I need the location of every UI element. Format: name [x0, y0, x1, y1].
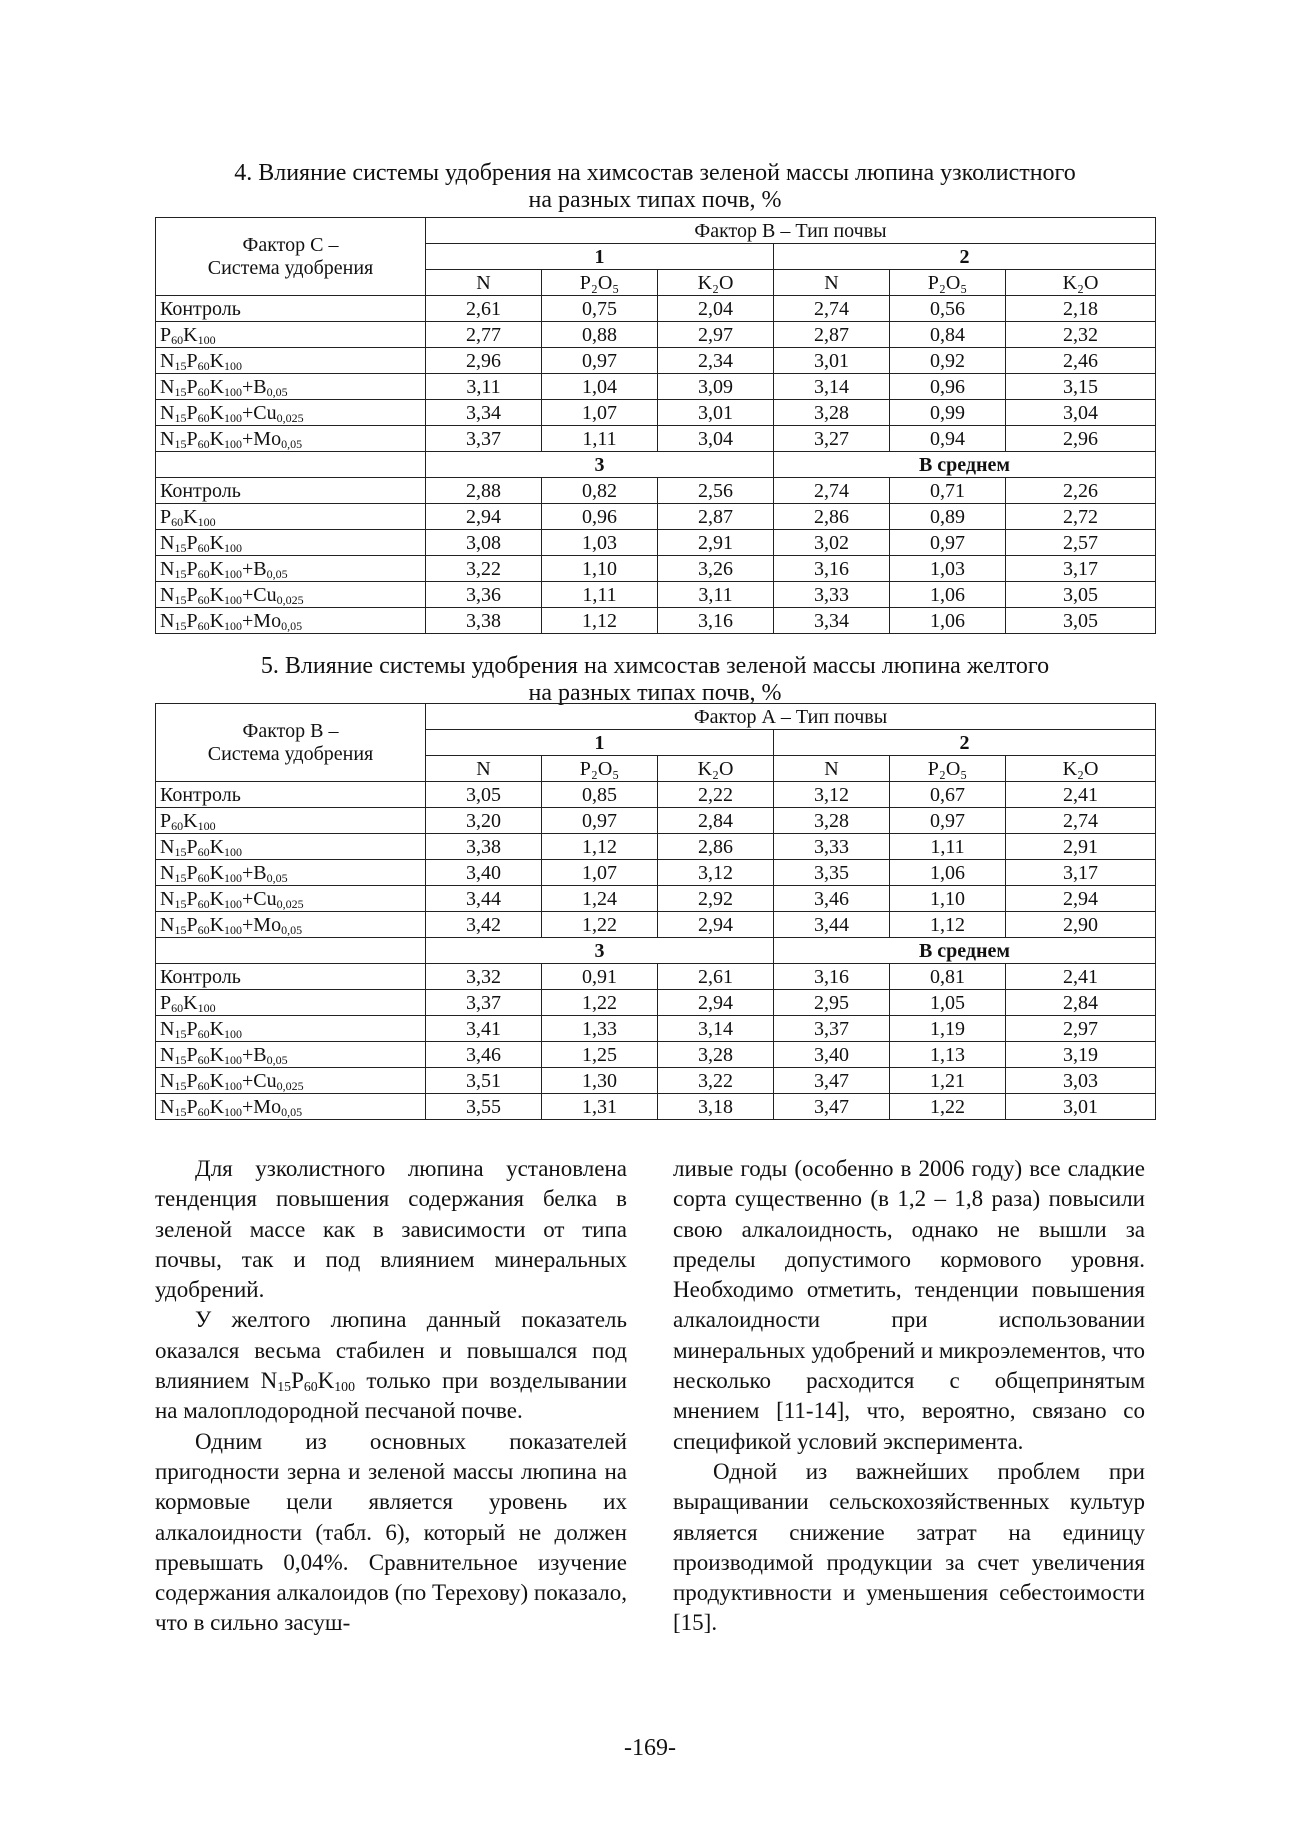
value-cell: 3,27 — [774, 426, 890, 452]
table-row — [156, 348, 1156, 374]
value-cell: 2,57 — [1006, 530, 1156, 556]
value-cell: 2,77 — [426, 322, 542, 348]
value-cell: 0,81 — [890, 964, 1006, 990]
row-label: $N_{15}P_{60}K_{100}+Cu_{0,025}$ — [156, 582, 426, 608]
row-label: $N_{15}P_{60}K_{100}$ — [156, 530, 426, 556]
value-cell: 2,84 — [1006, 990, 1156, 1016]
value-cell: 3,37 — [774, 1016, 890, 1042]
value-cell: 3,17 — [1006, 860, 1156, 886]
table-row — [156, 1094, 1156, 1120]
group-header: 3 — [426, 452, 774, 478]
value-cell: 2,96 — [426, 348, 542, 374]
table4-caption-line1: 4. Влияние системы удобрения на химсостав зеленой массы люпина узколистного — [234, 160, 1076, 186]
table-row — [156, 964, 1156, 990]
value-cell: 3,37 — [426, 990, 542, 1016]
column-header: K₂O — [1006, 756, 1156, 782]
value-cell: 1,07 — [542, 860, 658, 886]
value-cell: 0,56 — [890, 296, 1006, 322]
value-cell: 1,11 — [542, 426, 658, 452]
value-cell: 3,15 — [1006, 374, 1156, 400]
value-cell: 0,84 — [890, 322, 1006, 348]
column-header: N — [426, 756, 542, 782]
paragraph-3-continued: ливые годы (особенно в 2006 году) все сладкие сорта существенно (в 1,2 – 1,8 раза) повысили свою алкалоидность, однако не вышли за пределы допустимого кормового уровня. Необходимо отметить, тенденции повышения алкалоидности при использовании минеральных удобрений и микроэлементов, что несколько расходится с общепринятым мнением [11-14], что, вероятно, связано со спецификой условий эксперимента. — [673, 1156, 1145, 1454]
value-cell: 1,06 — [890, 582, 1006, 608]
value-cell: 3,26 — [658, 556, 774, 582]
table-row — [156, 322, 1156, 348]
value-cell: 3,35 — [774, 860, 890, 886]
empty-cell — [156, 938, 426, 964]
table4 — [155, 217, 1156, 634]
value-cell: 3,14 — [774, 374, 890, 400]
table5-caption-line1: 5. Влияние системы удобрения на химсостав зеленой массы люпина желтого — [260, 653, 1050, 679]
value-cell: 0,97 — [542, 348, 658, 374]
column-header: N — [774, 270, 890, 296]
value-cell: 3,33 — [774, 834, 890, 860]
row-label: $N_{15}P_{60}K_{100}+Cu_{0,025}$ — [156, 400, 426, 426]
value-cell: 0,97 — [542, 808, 658, 834]
value-cell: 1,12 — [542, 608, 658, 634]
value-cell: 3,38 — [426, 608, 542, 634]
value-cell: 2,96 — [1006, 426, 1156, 452]
table-row — [156, 912, 1156, 938]
value-cell: 3,47 — [774, 1068, 890, 1094]
value-cell: 0,82 — [542, 478, 658, 504]
value-cell: 2,84 — [658, 808, 774, 834]
header-row — [156, 704, 1156, 730]
value-cell: 1,10 — [542, 556, 658, 582]
value-cell: 3,41 — [426, 1016, 542, 1042]
value-cell: 3,33 — [774, 582, 890, 608]
table-row — [156, 504, 1156, 530]
value-cell: 3,46 — [426, 1042, 542, 1068]
column-header: P₂O₅ — [542, 270, 658, 296]
row-label: $N_{15}P_{60}K_{100}+Mo_{0,05}$ — [156, 608, 426, 634]
value-cell: 0,71 — [890, 478, 1006, 504]
row-label: $P_{60}K_{100}$ — [156, 322, 426, 348]
group-header: 2 — [774, 730, 1156, 756]
value-cell: 3,12 — [658, 860, 774, 886]
table4-caption — [150, 160, 1160, 214]
value-cell: 2,74 — [774, 296, 890, 322]
value-cell: 3,40 — [426, 860, 542, 886]
value-cell: 1,30 — [542, 1068, 658, 1094]
group-header: В среднем — [774, 938, 1156, 964]
value-cell: 1,22 — [890, 1094, 1006, 1120]
paragraph-1: Для узколистного люпина установлена тенденция повышения содержания белка в зеленой массе как в зависимости от типа почвы, так и под влиянием минеральных удобрений. — [155, 1156, 627, 1303]
header-row — [156, 218, 1156, 244]
value-cell: 3,28 — [774, 808, 890, 834]
value-cell: 3,51 — [426, 1068, 542, 1094]
value-cell: 0,92 — [890, 348, 1006, 374]
value-cell: 2,92 — [658, 886, 774, 912]
column-header: P₂O₅ — [890, 756, 1006, 782]
value-cell: 3,19 — [1006, 1042, 1156, 1068]
column-header: K₂O — [1006, 270, 1156, 296]
value-cell: 3,20 — [426, 808, 542, 834]
row-label: $P_{60}K_{100}$ — [156, 504, 426, 530]
value-cell: 0,91 — [542, 964, 658, 990]
row-label: $N_{15}P_{60}K_{100}+B_{0,05}$ — [156, 556, 426, 582]
value-cell: 1,19 — [890, 1016, 1006, 1042]
row-label: Контроль — [156, 296, 426, 322]
value-cell: 3,32 — [426, 964, 542, 990]
paragraph-4: Одной из важнейших проблем при выращивании сельскохозяйственных культур является снижение затрат на единицу производимой продукции за счет увеличения продуктивности и уменьшения себестоимости [15]. — [673, 1458, 1145, 1636]
value-cell: 3,02 — [774, 530, 890, 556]
value-cell: 3,01 — [1006, 1094, 1156, 1120]
value-cell: 2,86 — [658, 834, 774, 860]
paragraph-3: Одним из основных показателей пригодности зерна и зеленой массы люпина на кормовые цели является уровень их алкалоидности (табл. 6), который не должен превышать 0,04%. Сравнительное изучение содержания алкалоидов (по Терехову) показало, что в сильно засуш- — [155, 1428, 627, 1636]
table-row — [156, 426, 1156, 452]
header-row — [156, 452, 1156, 478]
table5-caption — [150, 653, 1160, 707]
value-cell: 3,01 — [774, 348, 890, 374]
row-label: $N_{15}P_{60}K_{100}+B_{0,05}$ — [156, 1042, 426, 1068]
value-cell: 2,94 — [426, 504, 542, 530]
value-cell: 2,46 — [1006, 348, 1156, 374]
column-header: K₂O — [658, 270, 774, 296]
table-row — [156, 582, 1156, 608]
value-cell: 3,16 — [658, 608, 774, 634]
table-row — [156, 886, 1156, 912]
value-cell: 3,11 — [426, 374, 542, 400]
value-cell: 1,25 — [542, 1042, 658, 1068]
value-cell: 3,09 — [658, 374, 774, 400]
value-cell: 2,86 — [774, 504, 890, 530]
row-factor-header: Фактор В – Система удобрения — [156, 704, 426, 782]
value-cell: 2,91 — [658, 530, 774, 556]
value-cell: 3,01 — [658, 400, 774, 426]
text-column-left — [155, 1154, 627, 1639]
value-cell: 2,90 — [1006, 912, 1156, 938]
value-cell: 1,11 — [890, 834, 1006, 860]
table-row — [156, 296, 1156, 322]
value-cell: 2,94 — [658, 912, 774, 938]
value-cell: 3,55 — [426, 1094, 542, 1120]
row-label: $P_{60}K_{100}$ — [156, 808, 426, 834]
value-cell: 3,34 — [426, 400, 542, 426]
value-cell: 1,13 — [890, 1042, 1006, 1068]
value-cell: 3,05 — [1006, 608, 1156, 634]
value-cell: 3,40 — [774, 1042, 890, 1068]
row-label: $N_{15}P_{60}K_{100}+Cu_{0,025}$ — [156, 1068, 426, 1094]
value-cell: 2,74 — [774, 478, 890, 504]
column-header: P₂O₅ — [890, 270, 1006, 296]
row-label: $N_{15}P_{60}K_{100}+B_{0,05}$ — [156, 374, 426, 400]
table-row — [156, 1068, 1156, 1094]
value-cell: 2,34 — [658, 348, 774, 374]
row-label: $N_{15}P_{60}K_{100}$ — [156, 1016, 426, 1042]
value-cell: 2,95 — [774, 990, 890, 1016]
value-cell: 3,34 — [774, 608, 890, 634]
column-factor-header: Фактор В – Тип почвы — [426, 218, 1156, 244]
value-cell: 3,22 — [426, 556, 542, 582]
value-cell: 3,46 — [774, 886, 890, 912]
value-cell: 3,38 — [426, 834, 542, 860]
table-row — [156, 834, 1156, 860]
column-header: N — [774, 756, 890, 782]
value-cell: 3,36 — [426, 582, 542, 608]
group-header: 2 — [774, 244, 1156, 270]
value-cell: 1,11 — [542, 582, 658, 608]
table-row — [156, 530, 1156, 556]
paragraph-2: У желтого люпина данный показатель оказался весьма стабилен и повышался под влиянием $N_{15}P_{60}K_{100}$ только при возделывании на малоплодородной песчаной почве. — [155, 1307, 627, 1424]
column-factor-header: Фактор А – Тип почвы — [426, 704, 1156, 730]
row-label: $N_{15}P_{60}K_{100}$ — [156, 834, 426, 860]
value-cell: 2,87 — [658, 504, 774, 530]
table-row — [156, 1016, 1156, 1042]
value-cell: 2,94 — [658, 990, 774, 1016]
table4-caption-line2: на разных типах почв, % — [528, 187, 782, 213]
value-cell: 0,85 — [542, 782, 658, 808]
value-cell: 3,22 — [658, 1068, 774, 1094]
value-cell: 3,28 — [774, 400, 890, 426]
value-cell: 3,16 — [774, 556, 890, 582]
value-cell: 3,16 — [774, 964, 890, 990]
table-row — [156, 556, 1156, 582]
value-cell: 2,41 — [1006, 964, 1156, 990]
value-cell: 3,11 — [658, 582, 774, 608]
value-cell: 3,28 — [658, 1042, 774, 1068]
value-cell: 2,22 — [658, 782, 774, 808]
value-cell: 1,06 — [890, 608, 1006, 634]
table-row — [156, 860, 1156, 886]
value-cell: 0,88 — [542, 322, 658, 348]
column-header: N — [426, 270, 542, 296]
value-cell: 3,08 — [426, 530, 542, 556]
value-cell: 0,97 — [890, 530, 1006, 556]
group-header: 3 — [426, 938, 774, 964]
row-factor-header: Фактор С – Система удобрения — [156, 218, 426, 296]
table5 — [155, 703, 1156, 1120]
value-cell: 2,56 — [658, 478, 774, 504]
row-label: $N_{15}P_{60}K_{100}$ — [156, 348, 426, 374]
value-cell: 2,72 — [1006, 504, 1156, 530]
value-cell: 3,17 — [1006, 556, 1156, 582]
table-row — [156, 374, 1156, 400]
table-row — [156, 400, 1156, 426]
value-cell: 2,04 — [658, 296, 774, 322]
value-cell: 0,75 — [542, 296, 658, 322]
value-cell: 3,14 — [658, 1016, 774, 1042]
value-cell: 3,37 — [426, 426, 542, 452]
row-label: Контроль — [156, 782, 426, 808]
value-cell: 1,21 — [890, 1068, 1006, 1094]
row-label: $N_{15}P_{60}K_{100}+Mo_{0,05}$ — [156, 1094, 426, 1120]
table-row — [156, 782, 1156, 808]
text-column-right — [673, 1154, 1145, 1639]
value-cell: 1,33 — [542, 1016, 658, 1042]
empty-cell — [156, 452, 426, 478]
table-row — [156, 1042, 1156, 1068]
value-cell: 0,96 — [542, 504, 658, 530]
value-cell: 2,94 — [1006, 886, 1156, 912]
value-cell: 1,04 — [542, 374, 658, 400]
value-cell: 2,97 — [658, 322, 774, 348]
value-cell: 1,05 — [890, 990, 1006, 1016]
table5-caption-line2: на разных типах почв, % — [528, 680, 782, 706]
value-cell: 1,03 — [542, 530, 658, 556]
value-cell: 3,04 — [658, 426, 774, 452]
value-cell: 2,87 — [774, 322, 890, 348]
value-cell: 2,88 — [426, 478, 542, 504]
value-cell: 3,44 — [774, 912, 890, 938]
column-header: K₂O — [658, 756, 774, 782]
value-cell: 3,47 — [774, 1094, 890, 1120]
row-label: Контроль — [156, 478, 426, 504]
value-cell: 0,97 — [890, 808, 1006, 834]
value-cell: 3,05 — [426, 782, 542, 808]
value-cell: 0,96 — [890, 374, 1006, 400]
value-cell: 2,32 — [1006, 322, 1156, 348]
value-cell: 1,24 — [542, 886, 658, 912]
column-header: P₂O₅ — [542, 756, 658, 782]
group-header: 1 — [426, 730, 774, 756]
row-label: Контроль — [156, 964, 426, 990]
value-cell: 0,89 — [890, 504, 1006, 530]
value-cell: 0,94 — [890, 426, 1006, 452]
value-cell: 1,12 — [890, 912, 1006, 938]
value-cell: 3,03 — [1006, 1068, 1156, 1094]
row-label: $N_{15}P_{60}K_{100}+B_{0,05}$ — [156, 860, 426, 886]
value-cell: 2,26 — [1006, 478, 1156, 504]
row-label: $N_{15}P_{60}K_{100}+Cu_{0,025}$ — [156, 886, 426, 912]
value-cell: 2,18 — [1006, 296, 1156, 322]
value-cell: 1,07 — [542, 400, 658, 426]
value-cell: 0,67 — [890, 782, 1006, 808]
value-cell: 0,99 — [890, 400, 1006, 426]
header-row — [156, 938, 1156, 964]
value-cell: 2,74 — [1006, 808, 1156, 834]
value-cell: 3,18 — [658, 1094, 774, 1120]
value-cell: 2,41 — [1006, 782, 1156, 808]
value-cell: 2,61 — [426, 296, 542, 322]
table-row — [156, 608, 1156, 634]
value-cell: 2,61 — [658, 964, 774, 990]
value-cell: 1,22 — [542, 912, 658, 938]
value-cell: 3,12 — [774, 782, 890, 808]
table-row — [156, 808, 1156, 834]
group-header: В среднем — [774, 452, 1156, 478]
value-cell: 1,06 — [890, 860, 1006, 886]
value-cell: 1,31 — [542, 1094, 658, 1120]
table-row — [156, 990, 1156, 1016]
row-label: $N_{15}P_{60}K_{100}+Mo_{0,05}$ — [156, 426, 426, 452]
value-cell: 3,05 — [1006, 582, 1156, 608]
row-label: $N_{15}P_{60}K_{100}+Mo_{0,05}$ — [156, 912, 426, 938]
value-cell: 1,03 — [890, 556, 1006, 582]
group-header: 1 — [426, 244, 774, 270]
value-cell: 3,42 — [426, 912, 542, 938]
row-label: $P_{60}K_{100}$ — [156, 990, 426, 1016]
value-cell: 2,97 — [1006, 1016, 1156, 1042]
value-cell: 1,22 — [542, 990, 658, 1016]
value-cell: 2,91 — [1006, 834, 1156, 860]
value-cell: 3,44 — [426, 886, 542, 912]
value-cell: 1,10 — [890, 886, 1006, 912]
table-row — [156, 478, 1156, 504]
page-number: -169- — [624, 1735, 676, 1761]
value-cell: 1,12 — [542, 834, 658, 860]
value-cell: 3,04 — [1006, 400, 1156, 426]
